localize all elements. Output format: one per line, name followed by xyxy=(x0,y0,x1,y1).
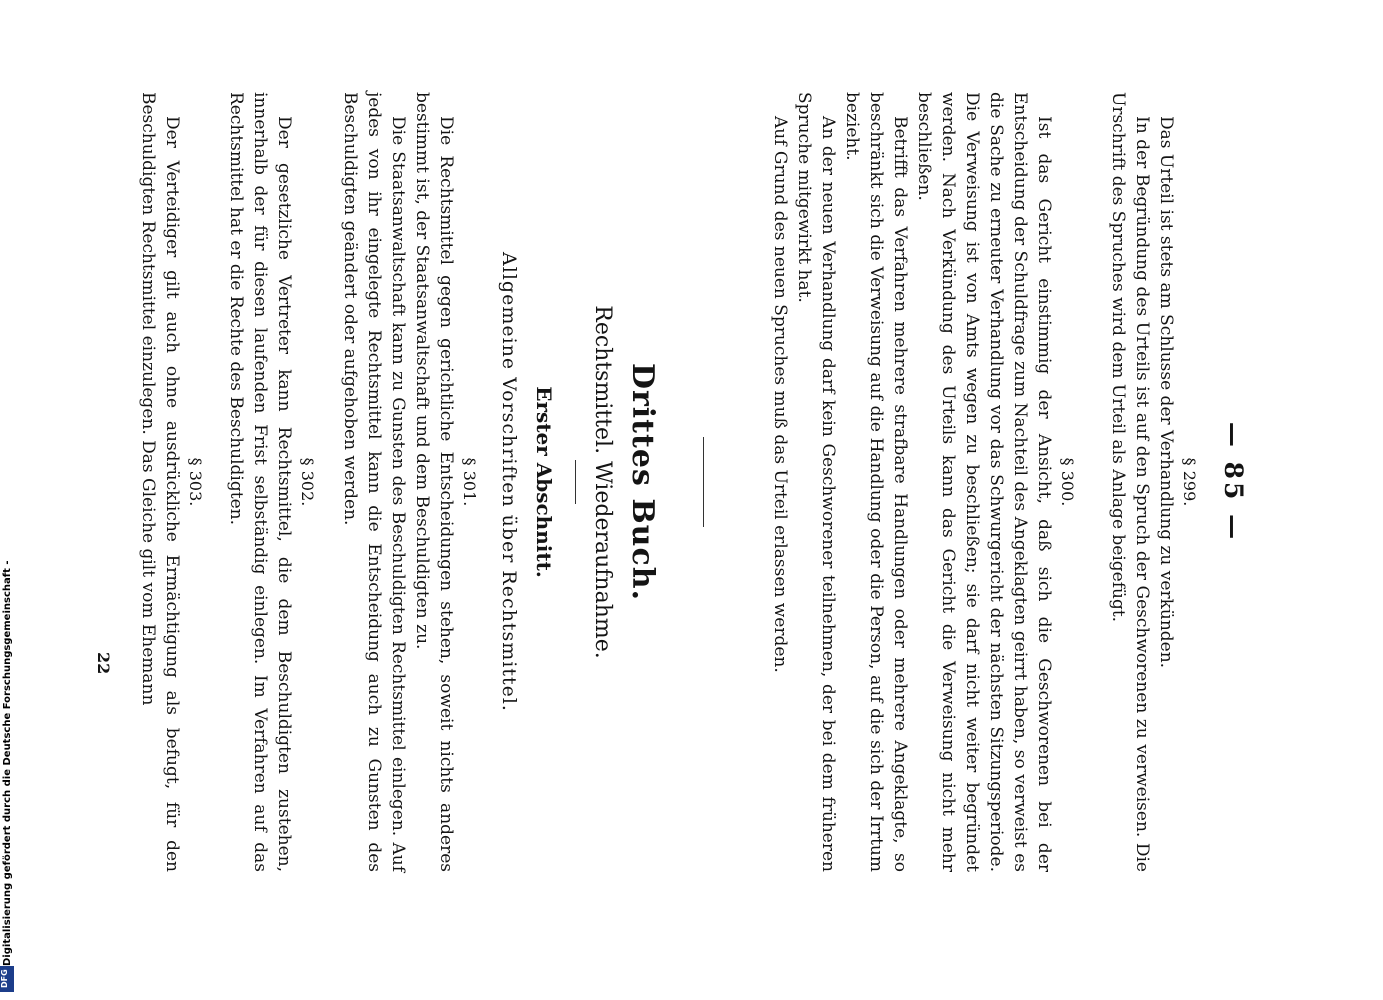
paragraph-303-text-1: Der Verteidiger gilt auch ohne ausdrückliche Ermächtigung als befugt, für den Beschuldigten Rechtsmittel einzulegen. Das Gleiche gilt vom Ehemann xyxy=(138,92,182,872)
paragraph-302-text-1: Der gesetzliche Vertreter kann Rechtsmittel, die dem Beschuldigten zustehen, innerhalb der für diesen laufenden Frist selbständig einlegen. Im Verfahren auf das Rechtsmittel hat er die Rechte des Beschuldigten. xyxy=(226,92,294,872)
section-heading xyxy=(498,92,556,872)
paragraph-300-text-3: An der neuen Verhandlung darf kein Geschworener teilnehmen, der bei dem früheren Spruche mitgewirkt hat. xyxy=(794,92,838,872)
digitization-credit: Digitalisierung gefördert durch die Deutsche Forschungsgemeinschaft - xyxy=(2,560,13,966)
paragraph-303 xyxy=(136,92,206,872)
section-heading-303: § 303. xyxy=(186,457,205,507)
section-heading-301: § 301. xyxy=(460,457,479,507)
paragraph-299 xyxy=(1106,92,1200,872)
paragraph-300 xyxy=(768,92,1078,872)
book-subtitle: Rechtsmittel. Wiederaufnahme. xyxy=(590,305,615,659)
paragraph-301-text-1: Die Rechtsmittel gegen gerichtliche Entscheidungen stehen, soweit nichts anderes bestimmt ist, der Staatsanwaltschaft und dem Beschuldigten zu. xyxy=(412,92,456,872)
paragraph-301-text-2: Die Staatsanwaltschaft kann zu Gunsten des Beschuldigten Rechtsmittel einlegen. Auf jedes von ihr eingelegte Rechtsmittel kann die Entscheidung auch zu Gunsten des Beschuldigten geändert oder aufgehoben werden. xyxy=(340,92,408,872)
paragraph-300-text-2: Betrifft das Verfahren mehrere strafbare Handlungen oder mehrere Angeklagte, so beschränkt sich die Verweisung auf die Handlung oder die Person, auf die sich der Irrtum bezieht. xyxy=(842,92,910,872)
section-heading-299: § 299. xyxy=(1180,457,1199,507)
section-title: Erster Abschnitt. xyxy=(532,386,556,578)
paragraph-299-text-2: In der Begründung des Urteils ist auf den Spruch der Geschworenen zu verweisen. Die Urschrift des Spruches wird dem Urteil als Anlage beigefügt. xyxy=(1108,92,1152,872)
divider-rule xyxy=(703,437,704,527)
book-heading xyxy=(590,92,660,872)
page-number: — 85 — xyxy=(1219,421,1248,543)
paragraph-302 xyxy=(224,92,318,872)
signature-mark: 22 xyxy=(94,652,113,675)
section-heading-300: § 300. xyxy=(1058,457,1077,507)
section-subtitle: Allgemeine Vorschriften über Rechtsmittel. xyxy=(498,252,520,712)
paragraph-299-text-1: Das Urteil ist stets am Schlusse der Verhandlung zu verkünden. xyxy=(1156,116,1176,669)
section-heading-302: § 302. xyxy=(298,457,317,507)
paragraph-300-text-4: Auf Grund des neuen Spruches muß das Urteil erlassen werden. xyxy=(770,116,790,673)
dfg-logo: DFG xyxy=(0,966,14,992)
paragraph-300-text-1: Ist das Gericht einstimmig der Ansicht, daß sich die Geschworenen bei der Entscheidung der Schuldfrage zum Nachteil des Angeklagten geirrt haben, so verweist es die Sache zu erneuter Verhandlung vor das Schwurgericht der nächsten Sitzungsperiode. Die Verweisung ist von Amts wegen zu beschließen; sie darf nicht weiter begründet werden. Nach Verkündung des Urteils kann das Gericht die Verweisung nicht mehr beschließen. xyxy=(914,92,1054,872)
divider-rule-short xyxy=(575,460,576,504)
rotated-page-content xyxy=(88,92,1248,872)
paragraph-301 xyxy=(338,92,480,872)
book-title: Drittes Buch. xyxy=(625,362,660,602)
